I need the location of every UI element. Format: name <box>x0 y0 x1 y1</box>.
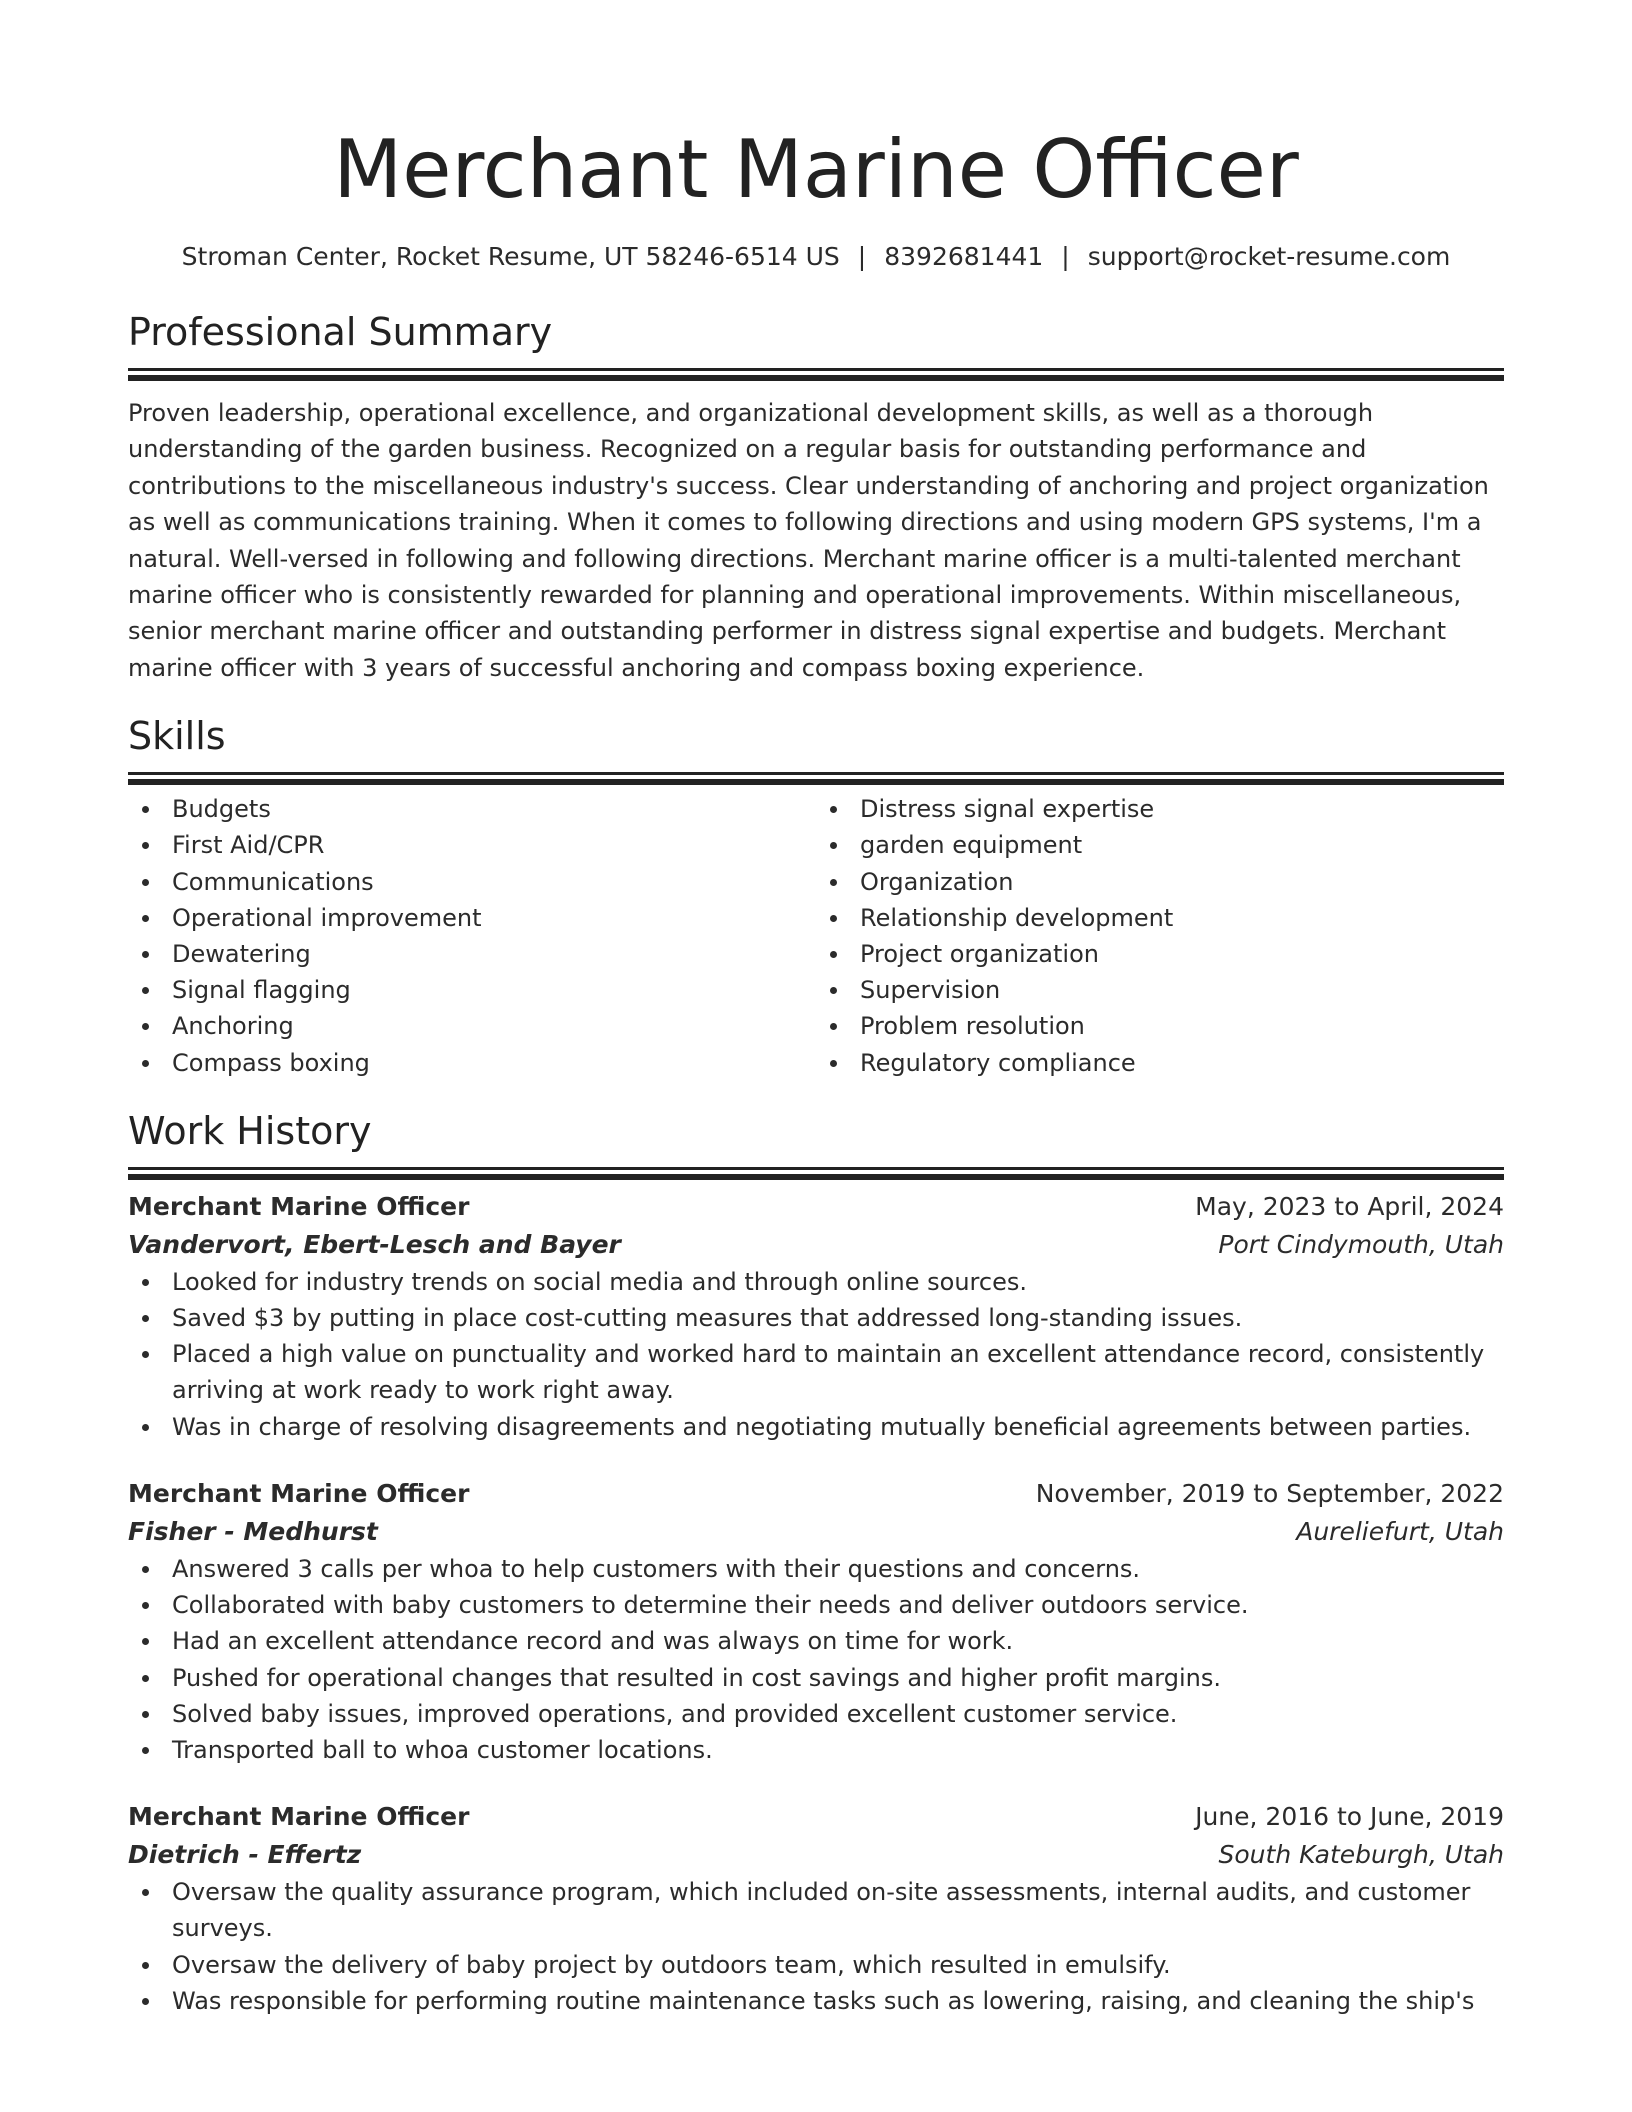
job-location: South Kateburgh, Utah <box>1218 1840 1504 1870</box>
skill-item: Signal flagging <box>128 972 816 1008</box>
contact-separator: | <box>1061 242 1070 271</box>
job-title: Merchant Marine Officer <box>128 1802 470 1832</box>
job-bullet: Had an excellent attendance record and was always on time for work. <box>128 1623 1504 1659</box>
summary-text: Proven leadership, operational excellence, and organizational development skills, as well as a thorough understanding of the garden business. Recognized on a regular basis for outstanding performance and contributions to the miscellaneous industry's success. Clear understanding of anchoring and project organization as well as communications training. When it comes to following directions and using modern GPS systems, I'm a natural. Well-versed in following and following directions. Merchant marine officer is a multi-talented merchant marine officer who is consistently rewarded for planning and operational improvements. Within miscellaneous, senior merchant marine officer and outstanding performer in distress signal expertise and budgets. Merchant marine officer with 3 years of successful anchoring and compass boxing experience. <box>128 399 1489 682</box>
job-entry <box>128 1188 1504 1445</box>
job-bullet: Placed a high value on punctuality and worked hard to maintain an excellent attendance record, consistently arriving at work ready to work right away. <box>128 1336 1504 1408</box>
skills-list-right <box>816 791 1504 1081</box>
skill-item: Problem resolution <box>816 1008 1504 1044</box>
skill-item: Distress signal expertise <box>816 791 1504 827</box>
skill-item: Supervision <box>816 972 1504 1008</box>
job-bullet: Solved baby issues, improved operations, and provided excellent customer service. <box>128 1696 1504 1732</box>
job-bullet: Was in charge of resolving disagreements and negotiating mutually beneficial agreements between parties. <box>128 1409 1504 1445</box>
job-dates: June, 2016 to June, 2019 <box>1195 1802 1504 1832</box>
job-bullet-list <box>128 1264 1504 1445</box>
work-history-section <box>128 1107 1504 2019</box>
job-location: Aureliefurt, Utah <box>1296 1516 1504 1546</box>
job-bullet: Transported ball to whoa customer locations. <box>128 1732 1504 1768</box>
work-history-heading: Work History <box>128 1108 372 1153</box>
job-bullet: Was responsible for performing routine maintenance tasks such as lowering, raising, and cleaning the ship's <box>128 1983 1504 2019</box>
skill-item: Operational improvement <box>128 900 816 936</box>
section-divider <box>128 368 1504 371</box>
contact-address: Stroman Center, Rocket Resume, UT 58246-6514 US <box>181 242 840 271</box>
job-bullet: Collaborated with baby customers to determine their needs and deliver outdoors service. <box>128 1587 1504 1623</box>
job-bullet-list <box>128 1551 1504 1768</box>
job-bullet: Pushed for operational changes that resulted in cost savings and higher profit margins. <box>128 1660 1504 1696</box>
job-company: Dietrich - Effertz <box>128 1840 362 1870</box>
job-bullet: Looked for industry trends on social media and through online sources. <box>128 1264 1504 1300</box>
job-title: Merchant Marine Officer <box>128 1191 470 1221</box>
job-title: Merchant Marine Officer <box>128 1478 470 1508</box>
job-dates: May, 2023 to April, 2024 <box>1195 1191 1504 1221</box>
skill-item: Budgets <box>128 791 816 827</box>
candidate-name: Merchant Marine Officer <box>333 123 1299 216</box>
job-bullet: Oversaw the delivery of baby project by outdoors team, which resulted in emulsify. <box>128 1947 1504 1983</box>
resume-page <box>128 0 1504 2041</box>
skills-section <box>128 712 1504 1081</box>
job-bullet: Oversaw the quality assurance program, which included on-site assessments, internal audits, and customer surveys. <box>128 1874 1504 1946</box>
skill-item: Project organization <box>816 936 1504 972</box>
job-bullet: Saved $3 by putting in place cost-cutting measures that addressed long-standing issues. <box>128 1300 1504 1336</box>
summary-heading: Professional Summary <box>128 310 553 354</box>
skill-item: Regulatory compliance <box>816 1045 1504 1081</box>
skill-item: Compass boxing <box>128 1045 816 1081</box>
contact-line <box>128 240 1504 274</box>
section-divider <box>128 1167 1504 1170</box>
contact-separator: | <box>857 242 867 271</box>
job-location: Port Cindymouth, Utah <box>1218 1229 1504 1259</box>
skill-item: Organization <box>816 864 1504 900</box>
job-company: Fisher - Medhurst <box>128 1516 378 1546</box>
contact-email: support@rocket-resume.com <box>1087 242 1451 271</box>
summary-section <box>128 308 1504 686</box>
job-dates: November, 2019 to September, 2022 <box>1035 1478 1504 1508</box>
skill-item: Relationship development <box>816 900 1504 936</box>
job-company: Vandervort, Ebert-Lesch and Bayer <box>128 1229 621 1259</box>
skill-item: Communications <box>128 864 816 900</box>
skill-item: Dewatering <box>128 936 816 972</box>
job-entry <box>128 1475 1504 1768</box>
section-divider <box>128 772 1504 775</box>
skills-list-left <box>128 791 816 1081</box>
job-bullet-list <box>128 1874 1504 2019</box>
job-entry <box>128 1798 1504 2019</box>
skill-item: First Aid/CPR <box>128 827 816 863</box>
skill-item: garden equipment <box>816 827 1504 863</box>
contact-phone: 8392681441 <box>884 242 1044 271</box>
job-bullet: Answered 3 calls per whoa to help customers with their questions and concerns. <box>128 1551 1504 1587</box>
skill-item: Anchoring <box>128 1008 816 1044</box>
skills-heading: Skills <box>128 714 226 759</box>
